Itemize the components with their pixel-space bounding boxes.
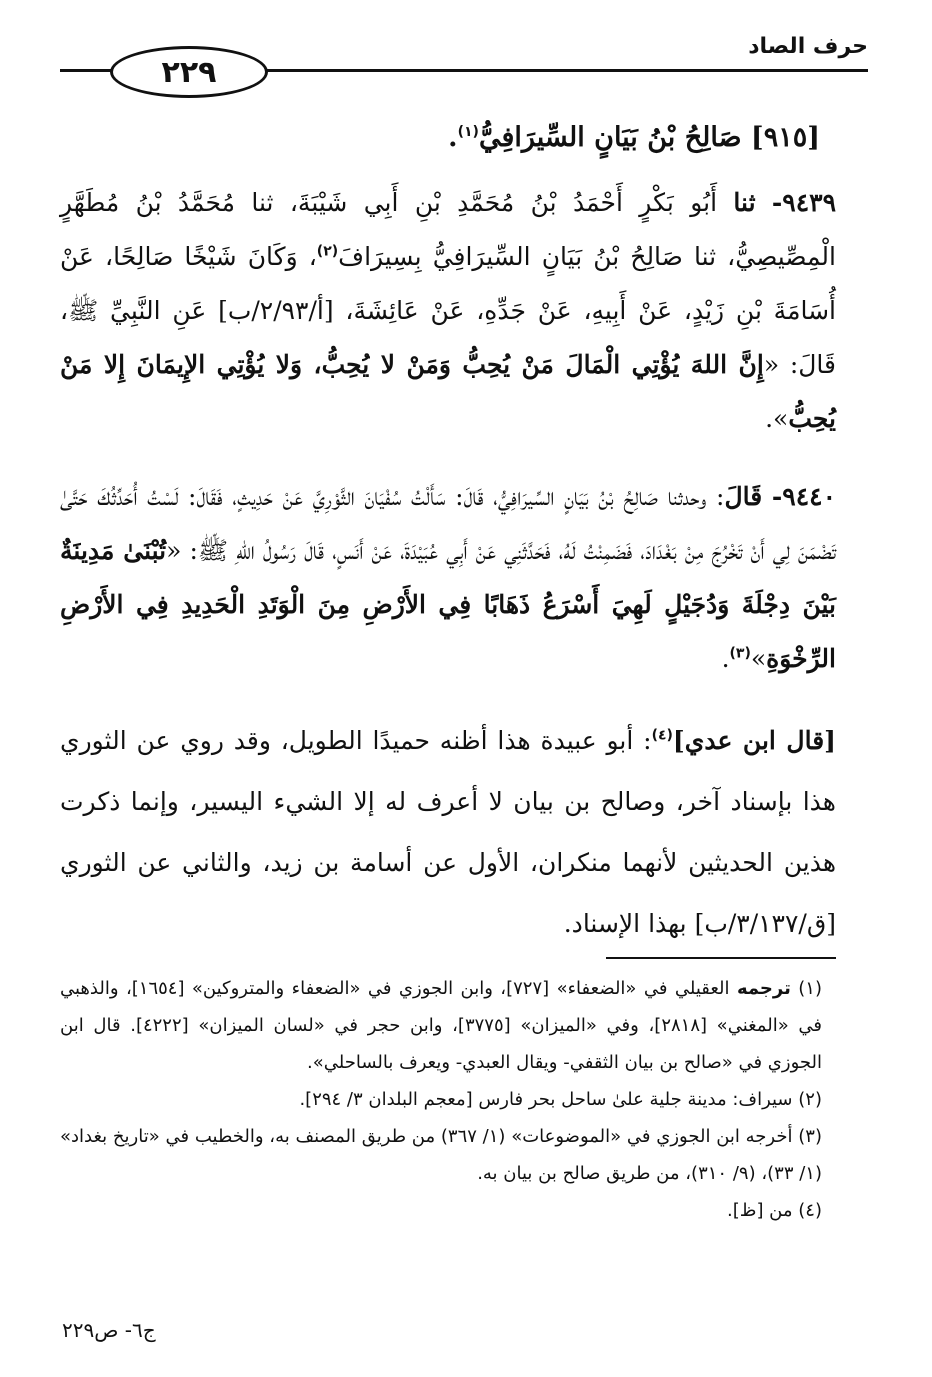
page-number: ٢٢٩ (110, 46, 268, 98)
footnote-1 (60, 970, 822, 1081)
hadith-matn: تُبْنَىٰ مَدِينَةٌ بَيْنَ دِجْلَةَ وَدُجَيْلٍ لَهِيَ أَسْرَعُ ذَهَابًا فِي الأَرْضِ مِنَ الْوَتَدِ الْحَدِيدِ فِي الأَرْضِ الرِّخْوَةِ (60, 536, 836, 673)
footnote-separator (606, 957, 836, 959)
commentary (60, 710, 836, 954)
hadith-lead: ثنا (733, 188, 756, 217)
footnote-3 (60, 1118, 822, 1192)
entry-name: صَالِحُ بْنُ بَيَانٍ السِّيرَافِيُّ (478, 122, 742, 153)
hadith-end: ». (765, 404, 789, 433)
footnotes (60, 970, 822, 1229)
footnote-text: من [ظ]. (727, 1200, 793, 1221)
footnote-2 (60, 1081, 822, 1118)
hadith-lead: قَالَ (724, 482, 763, 511)
hadith-isnad-cont: ، وَكَانَ شَيْخًا صَالِحًا، عَنْ أُسَامَةَ بْنِ زَيْدٍ، عَنْ أَبِيهِ، عَنْ جَدِّهِ، عَنْ عَائِشَةَ، [أ/٢/٩٣/ب] عَنِ النَّبِيِّ ﷺ، قَالَ: « (60, 242, 836, 379)
hadith-matn: إِنَّ اللهَ يُؤْتِي الْمَالَ مَنْ يُحِبُّ وَمَنْ لا يُحِبُّ، وَلا يُؤْتِي الإِيمَانَ إِلا مَنْ يُحِبُّ (60, 350, 836, 433)
footnote-marker-4: (٤) (651, 727, 673, 744)
footnote-text: العقيلي في «الضعفاء» [٧٢٧]، وابن الجوزي في «الضعفاء والمتروكين» [١٦٥٤]، والذهبي في «المغني» [٢٨١٨]، وفي «الميزان» [٣٧٧٥]، وابن حجر في «لسان الميزان» [٤٢٢٢]. قال ابن الجوزي في «صالح بن بيان الثقفي- ويقال العبدي- ويعرف بالساحلي». (60, 978, 822, 1073)
footnote-number: (١) (798, 978, 822, 999)
hadith-end-quote: » (750, 644, 767, 673)
hadith-isnad: : وحدثنا صَالِحُ بْنُ بَيَانٍ السِّيرَافِيُّ، قَالَ: سَأَلْتُ سُفْيَانَ الثَّوْرِيَّ عَنْ حَدِيثٍ، فَقَالَ: لَسْتُ أُحَدِّثُكَ حَتَّىٰ تَضْمَنَ لِي أَنْ تَخْرُجَ مِنْ بَغْدَادَ، فَضَمِنْتُ لَهُ، فَحَدَّثَنِي عَنْ أَبِي عُبَيْدَةَ، عَنْ أَنَسٍ، قَالَ رَسُولُ اللهِ ﷺ: « (60, 482, 836, 565)
hadith-end: . (721, 644, 730, 673)
footnote-marker-2: (٢) (316, 243, 339, 260)
volume-page-reference: ج٦- ص٢٢٩ (62, 1318, 156, 1342)
footnote-number: (٣) (798, 1126, 822, 1147)
footnote-text: سيراف: مدينة جلية علىٰ ساحل بحر فارس [معجم البلدان ٣/ ٢٩٤]. (299, 1089, 793, 1110)
footnote-lead: ترجمه (736, 978, 791, 999)
footnote-marker-1: (١) (457, 124, 479, 140)
footnote-number: (٢) (798, 1089, 822, 1110)
footnote-number: (٤) (798, 1200, 822, 1221)
hadith-isnad: أَبُو بَكْرٍ أَحْمَدُ بْنُ مُحَمَّدِ بْنِ أَبِي شَيْبَةَ، ثنا مُحَمَّدُ بْنُ مُطَهَّرٍ الْمِصِّيصِيُّ، ثنا صَالِحُ بْنُ بَيَانٍ السِّيرَافِيُّ بِسِيرَافَ (60, 188, 836, 271)
hadith-number: ٩٤٤٠- (771, 482, 836, 511)
running-title: حرف الصاد (742, 34, 868, 59)
commentary-text: : أبو عبيدة هذا أظنه حميدًا الطويل، وقد روي عن الثوري هذا بإسناد آخر، وصالح بن بيان لا أعرف له إلا الشيء اليسير، وإنما ذكرت هذين الحديثين لأنهما منكران، الأول عن أسامة بن زيد، والثاني عن الثوري [ق/٣/١٣٧/ب] بهذا الإسناد. (60, 726, 836, 938)
footnote-4 (60, 1192, 822, 1229)
commentary-lead: [قال ابن عدي] (672, 726, 836, 755)
hadith-9439 (60, 176, 836, 446)
page-header (60, 32, 868, 96)
footnote-text: أخرجه ابن الجوزي في «الموضوعات» (١/ ٣٦٧) من طريق المصنف به، والخطيب في «تاريخ بغداد» (١/ ٣٣)، (٩/ ٣١٠)، من طريق صالح بن بيان به. (60, 1126, 822, 1184)
entry-end: . (448, 122, 458, 153)
entry-number: [٩١٥] (750, 122, 820, 153)
footnote-marker-3: (٣) (729, 645, 751, 662)
hadith-number: ٩٤٣٩- (771, 188, 836, 217)
entry-title (448, 122, 820, 153)
hadith-9440 (60, 470, 836, 686)
